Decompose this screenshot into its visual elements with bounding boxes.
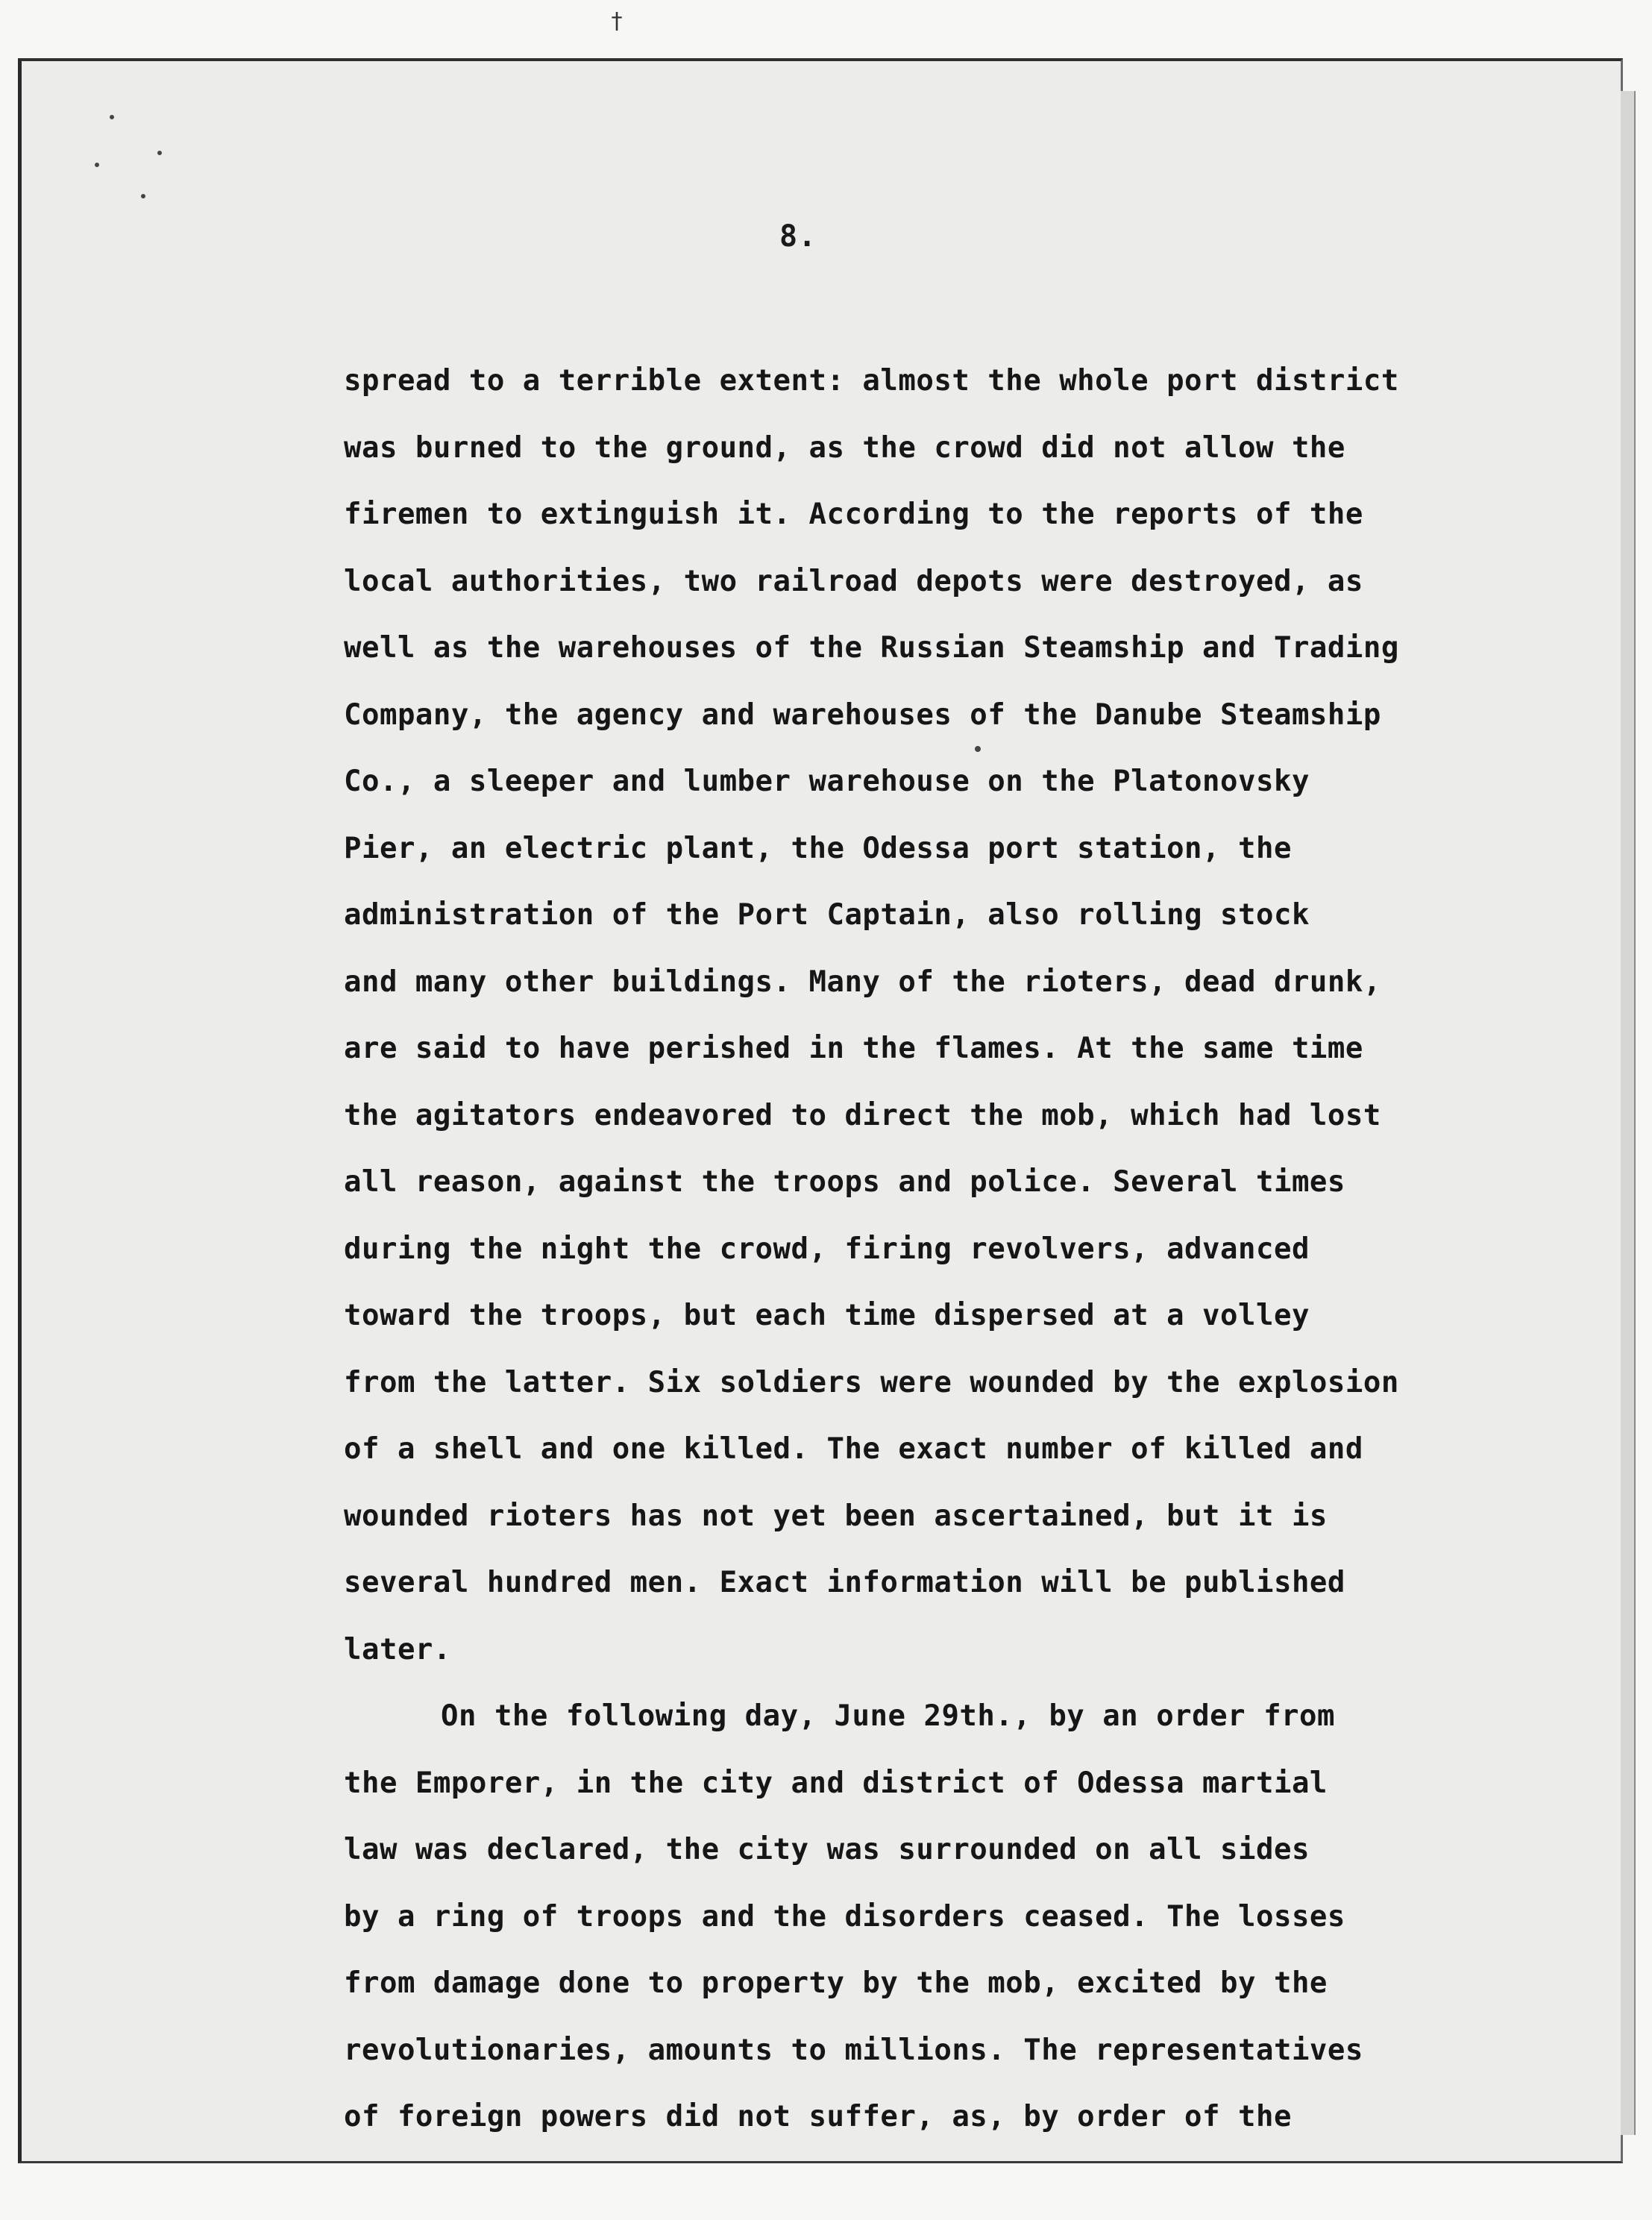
text-line: are said to have perished in the flames. At the same time (344, 1032, 1363, 1065)
speck (95, 163, 99, 167)
text-line: revolutionaries, amounts to millions. The representatives (344, 2033, 1363, 2067)
text-line: all reason, against the troops and police. Several times (344, 1165, 1345, 1199)
text-line: toward the troops, but each time dispersed at a volley (344, 1299, 1310, 1332)
text-line: was burned to the ground, as the crowd did not allow the (344, 430, 1345, 465)
text-line: firemen to extinguish it. According to the reports of the (344, 498, 1363, 531)
text-line: later. (344, 1632, 451, 1666)
page-number: 8. (779, 219, 817, 254)
text-line: from the latter. Six soldiers were wounded by the explosion (344, 1365, 1399, 1399)
text-line: local authorities, two railroad depots were destroyed, as (344, 564, 1363, 598)
text-line: and many other buildings. Many of the rioters, dead drunk, (344, 965, 1381, 999)
text-line: law was declared, the city was surrounded on all sides (344, 1833, 1310, 1866)
text-line: the Emporer, in the city and district of Odessa martial (344, 1766, 1328, 1800)
text-line: of foreign powers did not suffer, as, by order of the (344, 2100, 1292, 2133)
top-margin-mark: † (610, 8, 624, 34)
body-text (344, 348, 1507, 2151)
text-line: Co., a sleeper and lumber warehouse on the Platonovsky (344, 765, 1310, 798)
text-line: administration of the Port Captain, also rolling stock (344, 898, 1310, 932)
text-line: during the night the crowd, firing revolvers, advanced (344, 1232, 1310, 1266)
text-line: by a ring of troops and the disorders ceased. The losses (344, 1899, 1345, 1934)
text-line: of a shell and one killed. The exact number of killed and (344, 1432, 1363, 1466)
text-line: several hundred men. Exact information will be published (344, 1566, 1345, 1599)
text-line: spread to a terrible extent: almost the whole port district (344, 364, 1399, 398)
typewritten-page (18, 58, 1623, 2163)
text-line: from damage done to property by the mob, excited by the (344, 1966, 1328, 2000)
text-line: Pier, an electric plant, the Odessa port station, the (344, 831, 1292, 865)
speck (157, 151, 162, 155)
text-line: the agitators endeavored to direct the mob, which had lost (344, 1098, 1381, 1132)
speck (141, 194, 145, 198)
speck (110, 115, 114, 119)
text-line: Company, the agency and warehouses of the Danube Steamship (344, 697, 1381, 732)
paragraph-start-line: On the following day, June 29th., by an order from (441, 1699, 1335, 1733)
text-line: wounded rioters has not yet been ascertained, but it is (344, 1499, 1328, 1533)
text-line: well as the warehouses of the Russian Steamship and Trading (344, 631, 1399, 665)
